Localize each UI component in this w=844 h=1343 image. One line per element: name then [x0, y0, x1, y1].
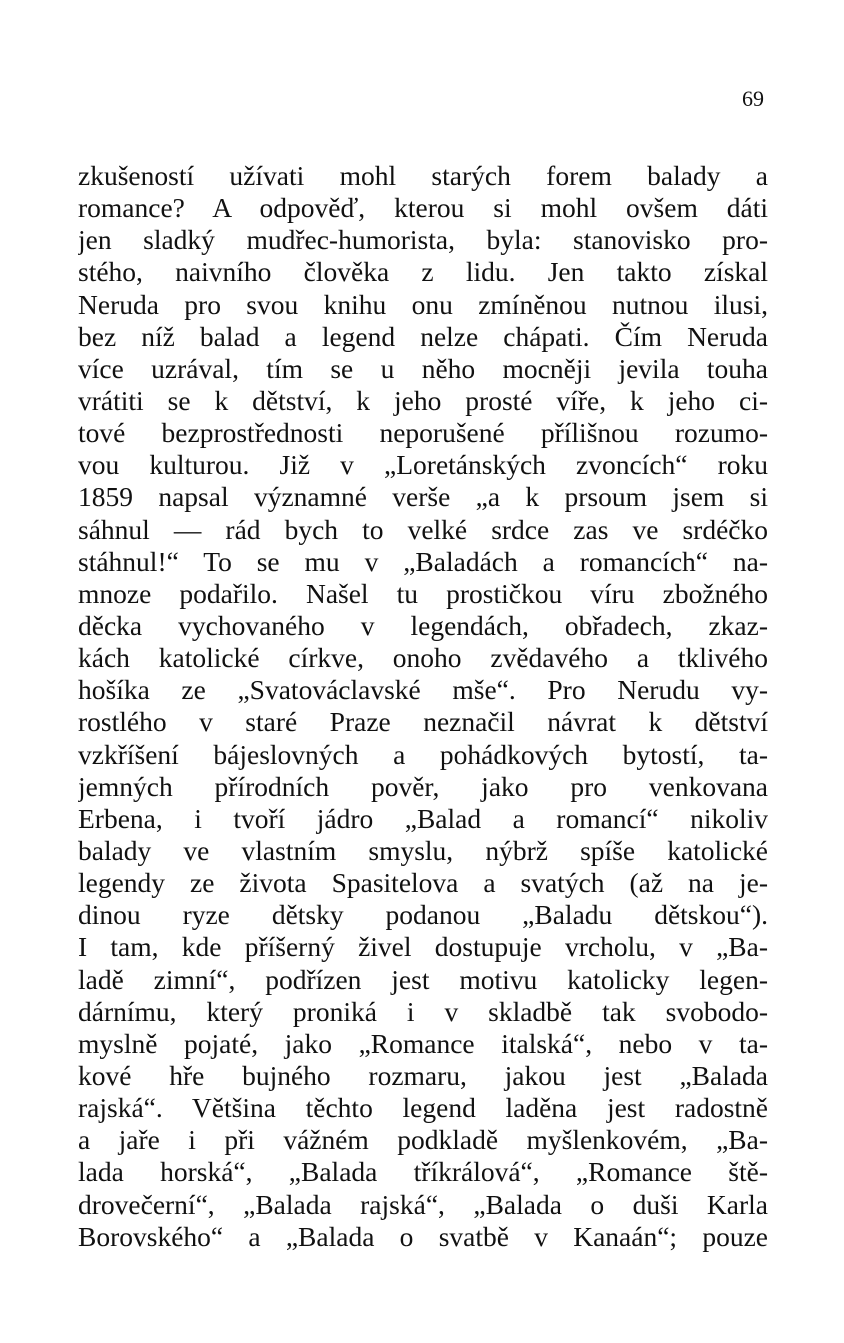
text-line: vrátiti se k dětství, k jeho prosté víře, k jeho ci-	[78, 384, 768, 416]
text-line: sáhnul — rád bych to velké srdce zas ve srdéčko	[78, 513, 768, 545]
text-line: legendy ze života Spasitelova a svatých (až na je-	[78, 867, 768, 899]
text-line: Borovského“ a „Balada o svatbě v Kanaán“; pouze	[78, 1220, 768, 1252]
text-line: stáhnul!“ To se mu v „Baladách a romancích“ na-	[78, 545, 768, 577]
text-line: děcka vychovaného v legendách, obřadech, zkaz-	[78, 609, 768, 641]
text-line: myslně pojaté, jako „Romance italská“, nebo v ta-	[78, 1027, 768, 1059]
text-line: I tam, kde příšerný živel dostupuje vrcholu, v „Ba-	[78, 931, 768, 963]
text-line: a jaře i při vážném podkladě myšlenkovém, „Ba-	[78, 1124, 768, 1156]
text-line: tové bezprostřednosti neporušené přílišnou rozumo-	[78, 417, 768, 449]
text-line: více uzrával, tím se u něho mocněji jevila touha	[78, 352, 768, 384]
text-line: kách katolické církve, onoho zvědavého a tklivého	[78, 642, 768, 674]
text-line: balady ve vlastním smyslu, nýbrž spíše katolické	[78, 834, 768, 866]
text-line: ladě zimní“, podřízen jest motivu katolicky legen-	[78, 963, 768, 995]
body-text	[78, 160, 768, 1253]
text-line: Erbena, i tvoří jádro „Balad a romancí“ nikoliv	[78, 802, 768, 834]
text-line: drovečerní“, „Balada rajská“, „Balada o duši Karla	[78, 1188, 768, 1220]
text-line: lada horská“, „Balada tříkrálová“, „Romance ště-	[78, 1156, 768, 1188]
text-line: romance? A odpověď, kterou si mohl ovšem dáti	[78, 192, 768, 224]
text-line: vou kulturou. Již v „Loretánských zvoncích“ roku	[78, 449, 768, 481]
text-line: jemných přírodních pověr, jako pro venkovana	[78, 770, 768, 802]
text-line: zkušeností užívati mohl starých forem balady a	[78, 160, 768, 191]
text-line: kové hře bujného rozmaru, jakou jest „Balada	[78, 1059, 768, 1091]
text-line: dárnímu, který proniká i v skladbě tak svobodo-	[78, 995, 768, 1027]
text-line: dinou ryze dětsky podanou „Baladu dětskou“).	[78, 899, 768, 931]
text-line: vzkříšení bájeslovných a pohádkových bytostí, ta-	[78, 738, 768, 770]
text-line: bez níž balad a legend nelze chápati. Čím Neruda	[78, 320, 768, 352]
text-line: rajská“. Většina těchto legend laděna jest radostně	[78, 1092, 768, 1124]
text-line: Neruda pro svou knihu onu zmíněnou nutnou ilusi,	[78, 288, 768, 320]
text-line: rostlého v staré Praze neznačil návrat k dětství	[78, 706, 768, 738]
text-line: hošíka ze „Svatováclavské mše“. Pro Nerudu vy-	[78, 674, 768, 706]
text-line: stého, naivního člověka z lidu. Jen takto získal	[78, 256, 768, 288]
text-line: mnoze podařilo. Našel tu prostičkou víru zbožného	[78, 577, 768, 609]
text-line: 1859 napsal významné verše „a k prsoum jsem si	[78, 481, 768, 513]
text-line: jen sladký mudřec-humorista, byla: stanovisko pro-	[78, 224, 768, 256]
page-number: 69	[742, 86, 764, 111]
